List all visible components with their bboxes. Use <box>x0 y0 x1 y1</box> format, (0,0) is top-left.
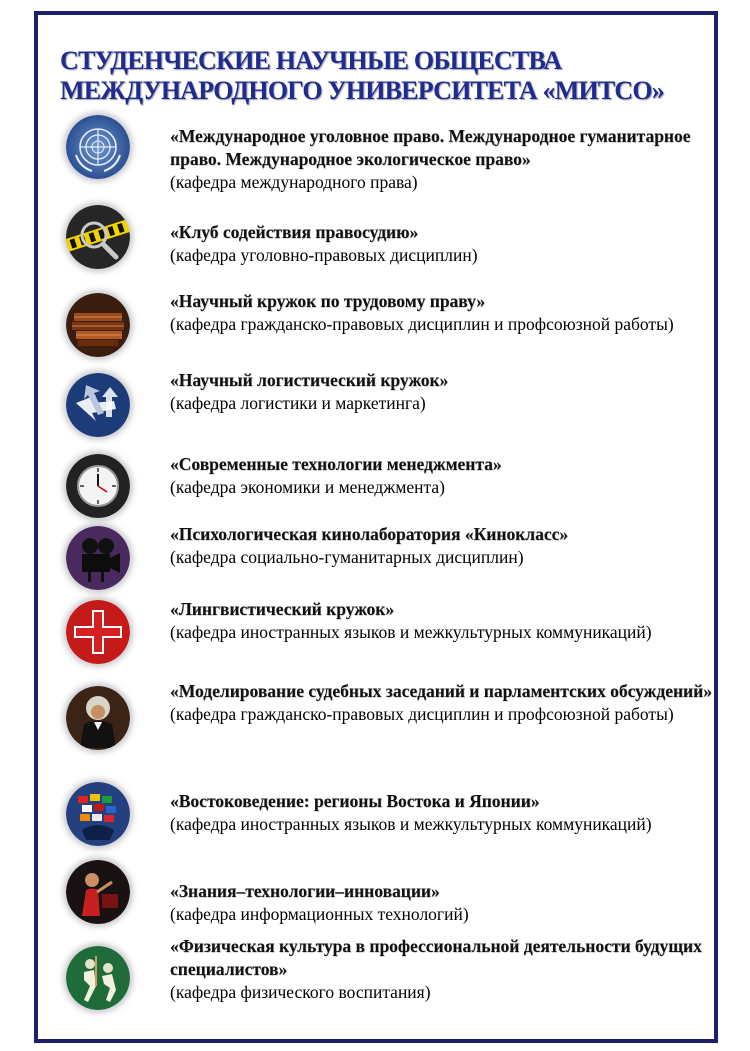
title-line-2: МЕЖДУНАРОДНОГО УНИВЕРСИТЕТА «МИТСО» <box>60 76 665 105</box>
society-department: (кафедра гражданско-правовых дисциплин и профсоюзной работы) <box>170 704 674 724</box>
red-cross-flag-icon <box>66 600 130 664</box>
society-name: «Научный логистический кружок» <box>170 370 449 390</box>
logistics-arrows-icon <box>66 373 130 437</box>
society-department: (кафедра экономики и менеджмента) <box>170 477 445 497</box>
society-name: «Клуб содействия правосудию» <box>170 222 419 242</box>
globe-flags-icon <box>66 782 130 846</box>
magnifier-crime-tape-icon <box>66 205 130 269</box>
society-item <box>170 790 715 836</box>
film-camera-icon <box>66 526 130 590</box>
books-icon <box>66 293 130 357</box>
page-title <box>60 46 664 106</box>
judge-icon <box>66 686 130 750</box>
society-department: (кафедра международного права) <box>170 172 418 192</box>
society-name: «Современные технологии менеджмента» <box>170 454 502 474</box>
society-department: (кафедра гражданско-правовых дисциплин и профсоюзной работы) <box>170 314 674 334</box>
presenter-icon <box>66 860 130 924</box>
un-emblem-icon <box>66 115 130 179</box>
society-name: «Научный кружок по трудовому праву» <box>170 291 486 311</box>
society-item <box>170 369 715 415</box>
society-item <box>170 453 715 499</box>
society-item <box>170 598 715 644</box>
society-name: «Востоковедение: регионы Востока и Японии» <box>170 791 540 811</box>
title-line-1: СТУДЕНЧЕСКИЕ НАУЧНЫЕ ОБЩЕСТВА <box>60 46 562 75</box>
society-item <box>170 290 715 336</box>
society-name: «Моделирование судебных заседаний и парламентских обсуждений» <box>170 681 712 701</box>
society-item <box>170 880 715 926</box>
society-name: «Знания–технологии–инновации» <box>170 881 440 901</box>
society-name: «Международное уголовное право. Международное гуманитарное право. Международное экологическое право» <box>170 126 691 169</box>
society-item <box>170 221 715 267</box>
society-department: (кафедра иностранных языков и межкультурных коммуникаций) <box>170 814 652 834</box>
society-department: (кафедра информационных технологий) <box>170 904 469 924</box>
society-department: (кафедра логистики и маркетинга) <box>170 393 426 413</box>
society-department: (кафедра физического воспитания) <box>170 982 431 1002</box>
society-department: (кафедра иностранных языков и межкультурных коммуникаций) <box>170 622 652 642</box>
society-item <box>170 125 715 194</box>
clock-icon <box>66 454 130 518</box>
society-item <box>170 935 715 1004</box>
society-name: «Лингвистический кружок» <box>170 599 395 619</box>
society-name: «Физическая культура в профессиональной деятельности будущих специалистов» <box>170 936 702 979</box>
society-item <box>170 680 715 726</box>
society-item <box>170 523 715 569</box>
society-name: «Психологическая кинолаборатория «Кинокласс» <box>170 524 569 544</box>
society-department: (кафедра социально-гуманитарных дисциплин) <box>170 547 524 567</box>
society-department: (кафедра уголовно-правовых дисциплин) <box>170 245 478 265</box>
sport-icon <box>66 946 130 1010</box>
